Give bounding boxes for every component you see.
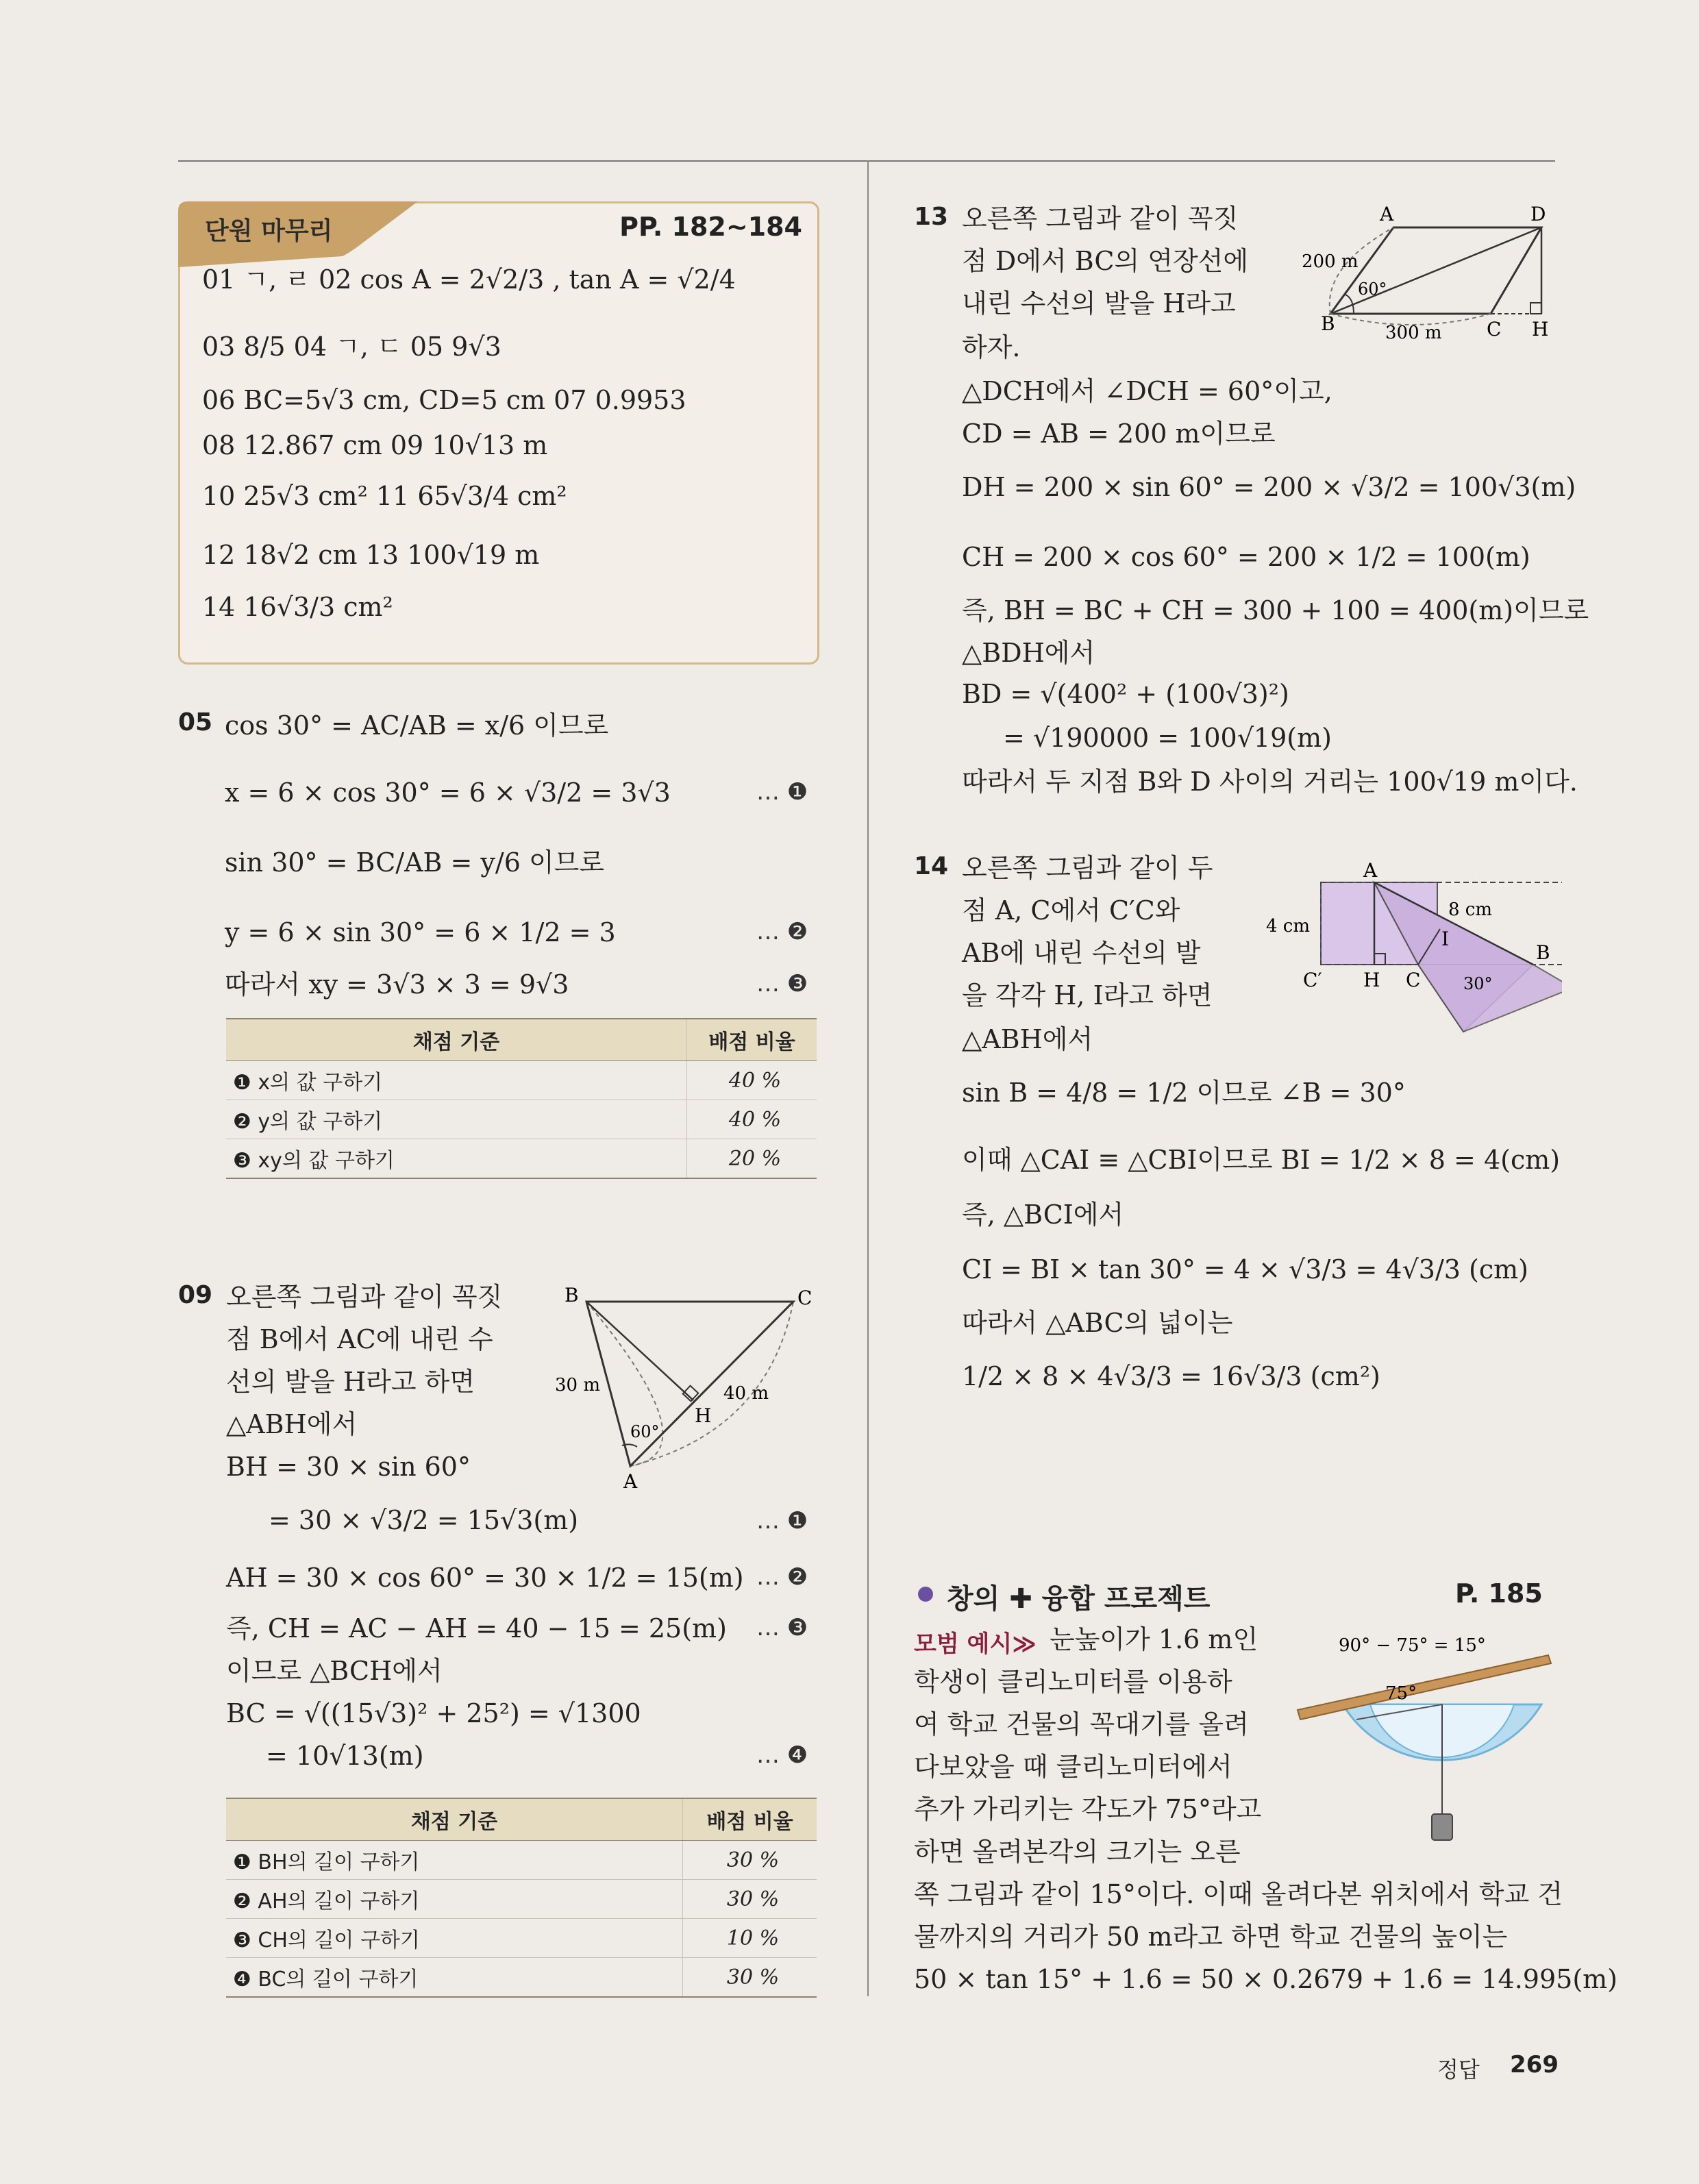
fig-label: 30 m [555,1375,601,1395]
fig-label: C [1487,318,1502,340]
score-mark: … ❷ [756,918,808,945]
q09-line: = 30 × √3/2 = 15√3(m) [269,1505,579,1535]
q13-line: 따라서 두 지점 B와 D 사이의 거리는 100√19 m이다. [962,767,1578,797]
q13-line: CH = 200 × cos 60° = 200 × 1/2 = 100(m) [962,542,1530,572]
q09-triangle-figure [541,1281,829,1493]
score-mark: … ❸ [756,970,808,997]
top-rule [178,160,869,162]
table-row: ❶ x의 값 구하기 40 % [226,1061,817,1100]
question-number: 05 [178,708,213,736]
fig-label: 40 m [723,1383,769,1404]
summary-row: 03 8/5 04 ㄱ, ㄷ 05 9√3 [202,332,501,362]
project-line: 하면 올려본각의 크기는 오른 [914,1837,1241,1867]
q13-intro: 내린 수선의 발을 H라고 [962,288,1236,319]
project-bullet [918,1587,933,1602]
fig-label: H [1363,969,1380,991]
fig-label: D [1530,203,1546,225]
fig-label: B [1536,941,1550,964]
q14-line: 이때 △CAI ≡ △CBI이므로 BI = 1/2 × 8 = 4(cm) [962,1145,1561,1175]
q09-line: = 10√13(m) [266,1741,424,1771]
project-line: 쪽 그림과 같이 15°이다. 이때 올려다본 위치에서 학교 건 [914,1879,1563,1909]
table-row: ❸ CH의 길이 구하기 10 % [226,1919,817,1958]
table-header: 채점 기준 [226,1019,687,1061]
project-line: 50 × tan 15° + 1.6 = 50 × 0.2679 + 1.6 = 14.995(m) [914,1964,1618,1994]
project-page: P. 185 [1455,1578,1543,1609]
q13-intro: 하자. [962,332,1021,362]
q13-parallelogram-figure [1295,199,1555,349]
summary-pages: PP. 182~184 [619,212,802,242]
q05-line: cos 30° = AC/AB = x/6 이므로 [225,710,609,741]
page-number: 269 [1510,2051,1559,2078]
summary-row: 12 18√2 cm 13 100√19 m [202,540,540,570]
summary-row: 06 BC=5√3 cm, CD=5 cm 07 0.9953 [202,385,686,415]
fig-label: C′ [1303,969,1322,991]
q09-line: BC = √((15√3)² + 25²) = √1300 [226,1698,641,1728]
q09-intro: 오른쪽 그림과 같이 꼭짓 [226,1282,503,1312]
q09-intro: 선의 발을 H라고 하면 [226,1367,475,1397]
q14-intro: AB에 내린 수선의 발 [962,938,1201,968]
project-line: 학생이 클리노미터를 이용하 [914,1667,1232,1697]
top-rule-right [867,160,1555,162]
fig-label: 200 m [1302,251,1359,272]
q09-line: 즉, CH = AC − AH = 40 − 15 = 25(m) [226,1613,727,1643]
q14-line: 1/2 × 8 × 4√3/3 = 16√3/3 (cm²) [962,1361,1380,1391]
column-divider [867,160,869,1996]
fig-label: B [565,1284,579,1306]
q13-line: BD = √(400² + (100√3)²) [962,679,1289,709]
project-title: 창의 ✚ 융합 프로젝트 [947,1583,1211,1615]
summary-title: 단원 마무리 [205,217,333,245]
summary-row: 10 25√3 cm² 11 65√3/4 cm² [202,481,567,511]
q13-intro: 점 D에서 BC의 연장선에 [962,246,1249,276]
fig-label: C [1406,969,1421,991]
q09-line: 이므로 △BCH에서 [226,1656,443,1686]
q05-score-table [226,1018,817,1179]
fig-label: I [1441,928,1450,950]
q14-line: 따라서 △ABC의 넓이는 [962,1308,1233,1338]
q05-line: sin 30° = BC/AB = y/6 이므로 [225,847,605,878]
q09-intro: 점 B에서 AC에 내린 수 [226,1324,493,1354]
q14-line: CI = BI × tan 30° = 4 × √3/3 = 4√3/3 (cm) [962,1254,1528,1285]
fig-label: 8 cm [1448,899,1493,920]
table-row: ❸ xy의 값 구하기 20 % [226,1139,817,1179]
project-label: 모범 예시≫ [914,1630,1037,1658]
q05-line: x = 6 × cos 30° = 6 × √3/2 = 3√3 [225,778,671,808]
question-number: 13 [914,203,949,231]
q05-line: 따라서 xy = 3√3 × 3 = 9√3 [225,969,569,1000]
fig-label: A [1363,859,1378,882]
score-mark: … ❶ [756,1507,808,1535]
footer-label: 정답 [1437,2057,1480,2083]
q14-intro: 을 각각 H, I라고 하면 [962,980,1213,1010]
table-row: ❶ BH의 길이 구하기 30 % [226,1841,817,1880]
clinometer-figure [1288,1624,1555,1850]
score-mark: … ❷ [756,1563,808,1591]
fig-label: 60° [630,1422,660,1441]
score-mark: … ❹ [756,1741,808,1769]
q14-line: sin B = 4/8 = 1/2 이므로 ∠B = 30° [962,1078,1406,1108]
q13-line: = √190000 = 100√19(m) [1003,723,1332,753]
project-line: 다보았을 때 클리노미터에서 [914,1752,1232,1782]
fig-label: 60° [1358,280,1387,299]
q13-line: DH = 200 × sin 60° = 200 × √3/2 = 100√3(m) [962,472,1576,502]
table-header: 배점 비율 [683,1798,817,1841]
score-mark: … ❶ [756,778,808,806]
table-row: ❹ BC의 길이 구하기 30 % [226,1958,817,1998]
q13-line: △DCH에서 ∠DCH = 60°이고, [962,376,1332,406]
q14-folded-paper-figure [1261,856,1562,1041]
fig-label: A [623,1470,638,1493]
question-number: 14 [914,852,949,880]
fig-label: 30° [1463,974,1493,993]
fig-label: 75° [1385,1683,1417,1704]
q09-intro: △ABH에서 [226,1409,358,1439]
q14-intro: 점 A, C에서 C′C와 [962,895,1180,926]
fig-label: 300 m [1385,323,1442,343]
q09-score-table [226,1798,817,1998]
q13-line: 즉, BH = BC + CH = 300 + 100 = 400(m)이므로 [962,595,1589,625]
q14-line: 즉, △BCI에서 [962,1200,1124,1230]
project-line: 여 학교 건물의 꼭대기를 올려 [914,1709,1249,1739]
table-header: 배점 비율 [687,1019,817,1061]
fig-label: H [1532,318,1549,340]
project-line: 눈높이가 1.6 m인 [1050,1624,1258,1654]
q13-line: CD = AB = 200 m이므로 [962,419,1276,449]
fig-label: H [695,1404,712,1427]
project-line: 추가 가리키는 각도가 75°라고 [914,1794,1262,1824]
q05-line: y = 6 × sin 30° = 6 × 1/2 = 3 [225,917,616,947]
summary-row: 08 12.867 cm 09 10√13 m [202,430,548,460]
question-number: 09 [178,1281,213,1309]
summary-row: 14 16√3/3 cm² [202,592,393,622]
q14-intro: 오른쪽 그림과 같이 두 [962,853,1213,883]
fig-label: B [1321,312,1335,335]
fig-label: A [1380,203,1394,225]
table-row: ❷ AH의 길이 구하기 30 % [226,1880,817,1919]
fig-label: 90° − 75° = 15° [1339,1635,1486,1656]
q13-intro: 오른쪽 그림과 같이 꼭짓 [962,203,1239,234]
q09-line: BH = 30 × sin 60° [226,1452,471,1482]
score-mark: … ❸ [756,1614,808,1641]
q09-line: AH = 30 × cos 60° = 30 × 1/2 = 15(m) [226,1563,744,1593]
q13-line: △BDH에서 [962,638,1095,668]
summary-row: 01 ㄱ, ㄹ 02 cos A = 2√2/3 , tan A = √2/4 [202,264,736,295]
fig-label: 4 cm [1266,916,1311,936]
summary-box [178,201,819,665]
fig-label: C [797,1287,813,1309]
table-row: ❷ y의 값 구하기 40 % [226,1100,817,1139]
q14-intro: △ABH에서 [962,1024,1093,1054]
project-line: 물까지의 거리가 50 m라고 하면 학교 건물의 높이는 [914,1922,1508,1952]
table-header: 채점 기준 [226,1798,683,1841]
